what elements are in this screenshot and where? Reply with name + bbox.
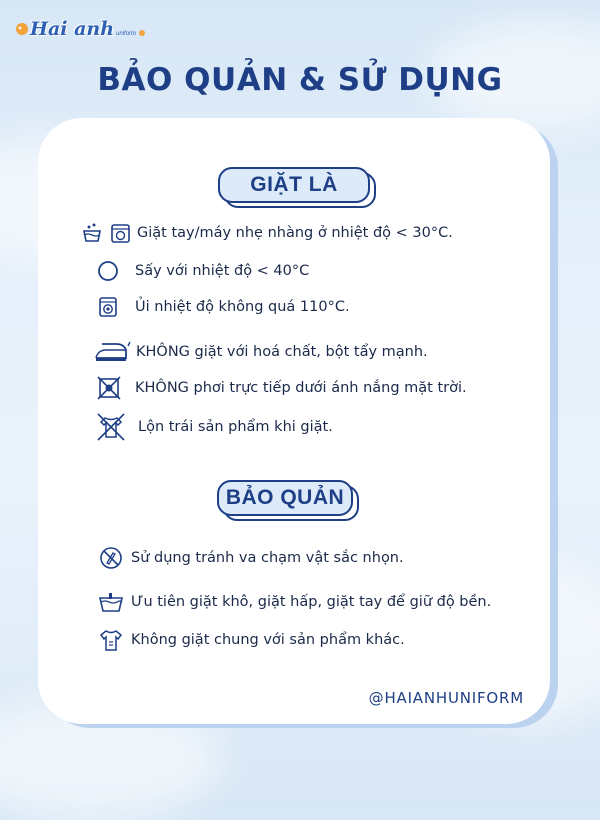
brand-logo[interactable] [14,18,146,40]
no-bleach-shirt-icon [96,412,126,442]
list-item-text: Lộn trái sản phẩm khi giặt. [138,419,333,435]
list-item [98,591,491,613]
list-item [81,222,453,244]
list-item-text: Ưu tiên giặt khô, giặt hấp, giặt tay để giữ độ bền. [131,594,492,610]
hand-wash-tub-icon [98,591,124,613]
list-item-text: Sử dụng tránh va chạm vật sắc nhọn. [131,550,404,566]
section-heading-washing [218,167,370,203]
washing-heading-label: GIẶT LÀ [218,167,370,203]
list-item-text: Ủi nhiệt độ không quá 110°C. [135,299,350,315]
storage-heading-label: BẢO QUẢN [217,480,353,516]
list-item [98,296,350,318]
separate-shirt-icon [98,627,124,653]
tumble-dry-circle-icon [97,260,119,282]
list-item-text: Không giặt chung với sản phẩm khác. [131,632,405,648]
logo-dot-icon [138,29,146,37]
list-item [97,376,467,400]
list-item [92,340,428,364]
logo-text: Hai anh [30,18,115,40]
list-item [99,546,404,570]
no-sun-drying-icon [97,376,121,400]
list-item-text: KHÔNG phơi trực tiếp dưới ánh nắng mặt trời. [135,380,467,396]
washing-machine-icon [98,296,118,318]
iron-icon [92,340,132,364]
social-handle[interactable]: @HAIANHUNIFORM [368,689,524,707]
list-item-text: KHÔNG giặt với hoá chất, bột tẩy mạnh. [136,344,428,360]
list-item [96,412,333,442]
logo-subtext: uniform [116,31,137,37]
no-sharp-objects-icon [99,546,123,570]
logo-emblem-icon [14,21,30,37]
list-item [97,260,309,282]
section-heading-storage [217,480,353,516]
list-item-text: Giặt tay/máy nhẹ nhàng ở nhiệt độ < 30°C. [137,225,453,241]
list-item-text: Sấy với nhiệt độ < 40°C [135,263,310,279]
hand-machine-wash-icon [81,222,133,244]
page-title: BẢO QUẢN & SỬ DỤNG [97,62,503,98]
list-item [98,627,405,653]
